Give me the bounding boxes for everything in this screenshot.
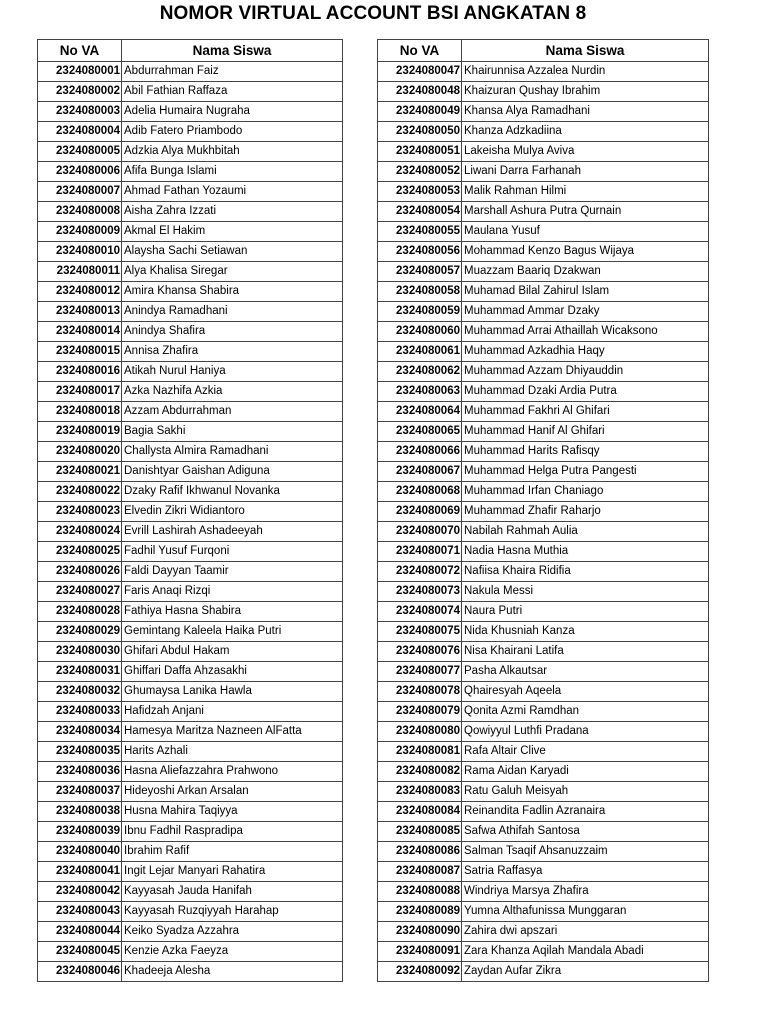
- table-row: [378, 702, 709, 722]
- student-name-cell: Amira Khansa Shabira: [122, 282, 343, 302]
- student-name-cell: Hasna Aliefazzahra Prahwono: [122, 762, 343, 782]
- va-number-cell: 2324080078: [378, 682, 462, 702]
- student-name-cell: Bagia Sakhi: [122, 422, 343, 442]
- va-number-cell: 2324080013: [38, 302, 122, 322]
- va-number-cell: 2324080033: [38, 702, 122, 722]
- student-name-cell: Kayyasah Jauda Hanifah: [122, 882, 343, 902]
- table-row: [38, 222, 343, 242]
- table-row: [38, 902, 343, 922]
- student-name-cell: Hamesya Maritza Nazneen AlFatta: [122, 722, 343, 742]
- va-number-cell: 2324080051: [378, 142, 462, 162]
- table-row: [38, 402, 343, 422]
- va-number-cell: 2324080065: [378, 422, 462, 442]
- student-name-cell: Muhammad Fakhri Al Ghifari: [462, 402, 709, 422]
- student-name-cell: Elvedin Zikri Widiantoro: [122, 502, 343, 522]
- student-name-cell: Faldi Dayyan Taamir: [122, 562, 343, 582]
- va-number-cell: 2324080052: [378, 162, 462, 182]
- va-number-cell: 2324080076: [378, 642, 462, 662]
- student-name-cell: Danishtyar Gaishan Adiguna: [122, 462, 343, 482]
- va-number-cell: 2324080011: [38, 262, 122, 282]
- va-number-cell: 2324080079: [378, 702, 462, 722]
- student-name-cell: Muazzam Baariq Dzakwan: [462, 262, 709, 282]
- va-number-cell: 2324080023: [38, 502, 122, 522]
- student-name-cell: Qowiyyul Luthfi Pradana: [462, 722, 709, 742]
- va-number-cell: 2324080067: [378, 462, 462, 482]
- document-title: NOMOR VIRTUAL ACCOUNT BSI ANGKATAN 8: [159, 3, 587, 24]
- student-name-cell: Nida Khusniah Kanza: [462, 622, 709, 642]
- va-number-cell: 2324080084: [378, 802, 462, 822]
- student-name-cell: Mohammad Kenzo Bagus Wijaya: [462, 242, 709, 262]
- student-name-cell: Adzkia Alya Mukhbitah: [122, 142, 343, 162]
- table-row: [38, 382, 343, 402]
- table-row: [378, 442, 709, 462]
- va-number-cell: 2324080042: [38, 882, 122, 902]
- table-body-right: [378, 62, 709, 982]
- table-row: [38, 462, 343, 482]
- table-row: [38, 82, 343, 102]
- table-row: [38, 942, 343, 962]
- student-name-cell: Hideyoshi Arkan Arsalan: [122, 782, 343, 802]
- table-row: [38, 862, 343, 882]
- va-number-cell: 2324080073: [378, 582, 462, 602]
- table-row: [378, 222, 709, 242]
- table-row: [38, 722, 343, 742]
- table-row: [38, 822, 343, 842]
- va-number-cell: 2324080070: [378, 522, 462, 542]
- table-row: [378, 762, 709, 782]
- student-name-cell: Maulana Yusuf: [462, 222, 709, 242]
- table-row: [378, 262, 709, 282]
- student-name-cell: Adib Fatero Priambodo: [122, 122, 343, 142]
- table-row: [378, 122, 709, 142]
- table-row: [378, 282, 709, 302]
- table-row: [38, 122, 343, 142]
- student-name-cell: Ahmad Fathan Yozaumi: [122, 182, 343, 202]
- va-number-cell: 2324080041: [38, 862, 122, 882]
- table-row: [38, 782, 343, 802]
- table-row: [38, 742, 343, 762]
- student-name-cell: Dzaky Rafif Ikhwanul Novanka: [122, 482, 343, 502]
- student-name-cell: Pasha Alkautsar: [462, 662, 709, 682]
- table-row: [378, 82, 709, 102]
- student-name-cell: Afifa Bunga Islami: [122, 162, 343, 182]
- va-number-cell: 2324080003: [38, 102, 122, 122]
- student-name-cell: Nadia Hasna Muthia: [462, 542, 709, 562]
- va-number-cell: 2324080045: [38, 942, 122, 962]
- student-name-cell: Nakula Messi: [462, 582, 709, 602]
- table-row: [378, 142, 709, 162]
- table-row: [378, 462, 709, 482]
- student-name-cell: Satria Raffasya: [462, 862, 709, 882]
- student-name-cell: Windriya Marsya Zhafira: [462, 882, 709, 902]
- table-row: [378, 682, 709, 702]
- table-row: [38, 362, 343, 382]
- va-number-cell: 2324080043: [38, 902, 122, 922]
- va-number-cell: 2324080044: [38, 922, 122, 942]
- table-row: [38, 162, 343, 182]
- va-number-cell: 2324080092: [378, 962, 462, 982]
- table-header-row: [378, 40, 709, 62]
- table-row: [38, 962, 343, 982]
- va-number-cell: 2324080025: [38, 542, 122, 562]
- va-number-cell: 2324080012: [38, 282, 122, 302]
- table-row: [38, 662, 343, 682]
- va-number-cell: 2324080015: [38, 342, 122, 362]
- va-number-cell: 2324080081: [378, 742, 462, 762]
- va-number-cell: 2324080069: [378, 502, 462, 522]
- column-header-va: No VA: [38, 40, 122, 62]
- student-name-cell: Muhammad Hanif Al Ghifari: [462, 422, 709, 442]
- student-name-cell: Naura Putri: [462, 602, 709, 622]
- student-name-cell: Khansa Alya Ramadhani: [462, 102, 709, 122]
- table-row: [378, 322, 709, 342]
- va-number-cell: 2324080006: [38, 162, 122, 182]
- va-number-cell: 2324080002: [38, 82, 122, 102]
- student-name-cell: Fathiya Hasna Shabira: [122, 602, 343, 622]
- table-row: [378, 422, 709, 442]
- student-name-cell: Khairunnisa Azzalea Nurdin: [462, 62, 709, 82]
- student-name-cell: Keiko Syadza Azzahra: [122, 922, 343, 942]
- table-row: [38, 682, 343, 702]
- student-name-cell: Harits Azhali: [122, 742, 343, 762]
- student-name-cell: Muhammad Zhafir Raharjo: [462, 502, 709, 522]
- table-row: [38, 702, 343, 722]
- column-header-name: Nama Siswa: [462, 40, 709, 62]
- table-row: [378, 802, 709, 822]
- table-row: [378, 302, 709, 322]
- student-name-cell: Azzam Abdurrahman: [122, 402, 343, 422]
- student-name-cell: Salman Tsaqif Ahsanuzzaim: [462, 842, 709, 862]
- student-name-cell: Fadhil Yusuf Furqoni: [122, 542, 343, 562]
- table-row: [38, 282, 343, 302]
- student-name-cell: Zahira dwi apszari: [462, 922, 709, 942]
- va-number-cell: 2324080004: [38, 122, 122, 142]
- va-number-cell: 2324080063: [378, 382, 462, 402]
- student-name-cell: Liwani Darra Farhanah: [462, 162, 709, 182]
- table-row: [38, 102, 343, 122]
- table-row: [38, 302, 343, 322]
- student-name-cell: Ghiffari Daffa Ahzasakhi: [122, 662, 343, 682]
- student-name-cell: Abil Fathian Raffaza: [122, 82, 343, 102]
- table-row: [378, 242, 709, 262]
- table-row: [38, 842, 343, 862]
- table-row: [378, 202, 709, 222]
- student-name-cell: Akmal El Hakim: [122, 222, 343, 242]
- table-row: [378, 822, 709, 842]
- table-row: [38, 262, 343, 282]
- va-number-cell: 2324080039: [38, 822, 122, 842]
- student-name-cell: Nafiisa Khaira Ridifia: [462, 562, 709, 582]
- va-number-cell: 2324080026: [38, 562, 122, 582]
- student-name-cell: Challysta Almira Ramadhani: [122, 442, 343, 462]
- student-name-cell: Husna Mahira Taqiyya: [122, 802, 343, 822]
- va-number-cell: 2324080062: [378, 362, 462, 382]
- va-number-cell: 2324080080: [378, 722, 462, 742]
- va-number-cell: 2324080029: [38, 622, 122, 642]
- student-name-cell: Evrill Lashirah Ashadeeyah: [122, 522, 343, 542]
- va-number-cell: 2324080071: [378, 542, 462, 562]
- va-number-cell: 2324080085: [378, 822, 462, 842]
- table-row: [38, 542, 343, 562]
- student-name-cell: Nisa Khairani Latifa: [462, 642, 709, 662]
- student-name-cell: Aisha Zahra Izzati: [122, 202, 343, 222]
- va-number-cell: 2324080030: [38, 642, 122, 662]
- student-name-cell: Yumna Althafunissa Munggaran: [462, 902, 709, 922]
- student-name-cell: Muhamad Bilal Zahirul Islam: [462, 282, 709, 302]
- student-name-cell: Alaysha Sachi Setiawan: [122, 242, 343, 262]
- va-number-cell: 2324080008: [38, 202, 122, 222]
- table-row: [38, 502, 343, 522]
- student-name-cell: Muhammad Azzam Dhiyauddin: [462, 362, 709, 382]
- va-number-cell: 2324080091: [378, 942, 462, 962]
- student-name-cell: Khaizuran Qushay Ibrahim: [462, 82, 709, 102]
- va-number-cell: 2324080009: [38, 222, 122, 242]
- va-number-cell: 2324080035: [38, 742, 122, 762]
- va-number-cell: 2324080028: [38, 602, 122, 622]
- table-row: [378, 622, 709, 642]
- va-number-cell: 2324080024: [38, 522, 122, 542]
- table-row: [38, 342, 343, 362]
- va-number-cell: 2324080005: [38, 142, 122, 162]
- va-number-cell: 2324080019: [38, 422, 122, 442]
- table-row: [378, 562, 709, 582]
- student-name-cell: Muhammad Helga Putra Pangesti: [462, 462, 709, 482]
- student-name-cell: Anindya Ramadhani: [122, 302, 343, 322]
- student-name-cell: Ratu Galuh Meisyah: [462, 782, 709, 802]
- va-number-cell: 2324080022: [38, 482, 122, 502]
- table-row: [38, 182, 343, 202]
- student-name-cell: Hafidzah Anjani: [122, 702, 343, 722]
- va-number-cell: 2324080087: [378, 862, 462, 882]
- student-name-cell: Safwa Athifah Santosa: [462, 822, 709, 842]
- table-row: [38, 882, 343, 902]
- va-number-cell: 2324080072: [378, 562, 462, 582]
- table-row: [38, 762, 343, 782]
- table-row: [378, 482, 709, 502]
- table-row: [378, 842, 709, 862]
- student-name-cell: Anindya Shafira: [122, 322, 343, 342]
- student-name-cell: Zara Khanza Aqilah Mandala Abadi: [462, 942, 709, 962]
- va-number-cell: 2324080018: [38, 402, 122, 422]
- va-number-cell: 2324080046: [38, 962, 122, 982]
- student-name-cell: Muhammad Azkadhia Haqy: [462, 342, 709, 362]
- va-number-cell: 2324080040: [38, 842, 122, 862]
- va-number-cell: 2324080001: [38, 62, 122, 82]
- student-name-cell: Ibnu Fadhil Raspradipa: [122, 822, 343, 842]
- student-name-cell: Qonita Azmi Ramdhan: [462, 702, 709, 722]
- student-name-cell: Annisa Zhafira: [122, 342, 343, 362]
- column-header-va: No VA: [378, 40, 462, 62]
- table-row: [378, 342, 709, 362]
- table-row: [38, 62, 343, 82]
- va-number-cell: 2324080082: [378, 762, 462, 782]
- table-row: [38, 522, 343, 542]
- va-number-cell: 2324080034: [38, 722, 122, 742]
- va-number-cell: 2324080048: [378, 82, 462, 102]
- va-number-cell: 2324080037: [38, 782, 122, 802]
- va-number-cell: 2324080010: [38, 242, 122, 262]
- table-row: [378, 602, 709, 622]
- student-name-cell: Khadeeja Alesha: [122, 962, 343, 982]
- student-name-cell: Reinandita Fadlin Azranaira: [462, 802, 709, 822]
- va-number-cell: 2324080059: [378, 302, 462, 322]
- table-row: [378, 162, 709, 182]
- va-number-cell: 2324080007: [38, 182, 122, 202]
- student-name-cell: Abdurrahman Faiz: [122, 62, 343, 82]
- table-header-row: [38, 40, 343, 62]
- va-number-cell: 2324080031: [38, 662, 122, 682]
- table-row: [38, 142, 343, 162]
- table-row: [378, 902, 709, 922]
- student-name-cell: Atikah Nurul Haniya: [122, 362, 343, 382]
- student-name-cell: Alya Khalisa Siregar: [122, 262, 343, 282]
- table-row: [38, 482, 343, 502]
- va-number-cell: 2324080068: [378, 482, 462, 502]
- table-row: [378, 662, 709, 682]
- student-name-cell: Kayyasah Ruzqiyyah Harahap: [122, 902, 343, 922]
- table-body-left: [38, 62, 343, 982]
- table-row: [38, 562, 343, 582]
- student-name-cell: Rafa Altair Clive: [462, 742, 709, 762]
- student-name-cell: Gemintang Kaleela Haika Putri: [122, 622, 343, 642]
- va-number-cell: 2324080083: [378, 782, 462, 802]
- table-row: [378, 862, 709, 882]
- table-row: [378, 542, 709, 562]
- student-name-cell: Ghifari Abdul Hakam: [122, 642, 343, 662]
- va-number-cell: 2324080077: [378, 662, 462, 682]
- table-row: [378, 582, 709, 602]
- student-name-cell: Lakeisha Mulya Aviva: [462, 142, 709, 162]
- table-row: [38, 922, 343, 942]
- student-name-cell: Zaydan Aufar Zikra: [462, 962, 709, 982]
- va-number-cell: 2324080053: [378, 182, 462, 202]
- table-row: [38, 602, 343, 622]
- va-table-right: [377, 39, 709, 982]
- va-number-cell: 2324080089: [378, 902, 462, 922]
- va-number-cell: 2324080020: [38, 442, 122, 462]
- va-number-cell: 2324080058: [378, 282, 462, 302]
- table-row: [378, 502, 709, 522]
- student-name-cell: Malik Rahman Hilmi: [462, 182, 709, 202]
- table-row: [378, 722, 709, 742]
- table-row: [38, 642, 343, 662]
- va-number-cell: 2324080027: [38, 582, 122, 602]
- table-row: [38, 582, 343, 602]
- va-number-cell: 2324080047: [378, 62, 462, 82]
- va-number-cell: 2324080021: [38, 462, 122, 482]
- va-number-cell: 2324080056: [378, 242, 462, 262]
- va-number-cell: 2324080036: [38, 762, 122, 782]
- table-row: [38, 422, 343, 442]
- va-number-cell: 2324080061: [378, 342, 462, 362]
- table-row: [378, 402, 709, 422]
- va-number-cell: 2324080017: [38, 382, 122, 402]
- va-number-cell: 2324080088: [378, 882, 462, 902]
- table-row: [378, 922, 709, 942]
- student-name-cell: Muhammad Arrai Athaillah Wicaksono: [462, 322, 709, 342]
- table-row: [378, 742, 709, 762]
- student-name-cell: Adelia Humaira Nugraha: [122, 102, 343, 122]
- student-name-cell: Ingit Lejar Manyari Rahatira: [122, 862, 343, 882]
- va-number-cell: 2324080014: [38, 322, 122, 342]
- va-number-cell: 2324080032: [38, 682, 122, 702]
- table-row: [38, 322, 343, 342]
- table-row: [378, 882, 709, 902]
- va-number-cell: 2324080057: [378, 262, 462, 282]
- table-row: [378, 382, 709, 402]
- student-name-cell: Azka Nazhifa Azkia: [122, 382, 343, 402]
- student-name-cell: Ghumaysa Lanika Hawla: [122, 682, 343, 702]
- student-name-cell: Faris Anaqi Rizqi: [122, 582, 343, 602]
- table-row: [38, 242, 343, 262]
- va-number-cell: 2324080054: [378, 202, 462, 222]
- table-row: [378, 362, 709, 382]
- student-name-cell: Nabilah Rahmah Aulia: [462, 522, 709, 542]
- table-row: [378, 782, 709, 802]
- table-row: [378, 522, 709, 542]
- student-name-cell: Marshall Ashura Putra Qurnain: [462, 202, 709, 222]
- table-row: [378, 102, 709, 122]
- va-number-cell: 2324080016: [38, 362, 122, 382]
- student-name-cell: Kenzie Azka Faeyza: [122, 942, 343, 962]
- va-table-left: [37, 39, 343, 982]
- table-row: [38, 202, 343, 222]
- table-row: [378, 642, 709, 662]
- va-number-cell: 2324080090: [378, 922, 462, 942]
- va-number-cell: 2324080060: [378, 322, 462, 342]
- student-name-cell: Muhammad Harits Rafisqy: [462, 442, 709, 462]
- va-number-cell: 2324080049: [378, 102, 462, 122]
- va-number-cell: 2324080074: [378, 602, 462, 622]
- column-header-name: Nama Siswa: [122, 40, 343, 62]
- student-name-cell: Ibrahim Rafif: [122, 842, 343, 862]
- student-name-cell: Qhairesyah Aqeela: [462, 682, 709, 702]
- student-name-cell: Muhammad Dzaki Ardia Putra: [462, 382, 709, 402]
- va-number-cell: 2324080075: [378, 622, 462, 642]
- table-row: [378, 62, 709, 82]
- va-number-cell: 2324080050: [378, 122, 462, 142]
- va-number-cell: 2324080086: [378, 842, 462, 862]
- va-number-cell: 2324080055: [378, 222, 462, 242]
- student-name-cell: Muhammad Ammar Dzaky: [462, 302, 709, 322]
- table-row: [38, 622, 343, 642]
- va-number-cell: 2324080064: [378, 402, 462, 422]
- student-name-cell: Muhammad Irfan Chaniago: [462, 482, 709, 502]
- student-name-cell: Khanza Adzkadiina: [462, 122, 709, 142]
- table-row: [38, 442, 343, 462]
- student-name-cell: Rama Aidan Karyadi: [462, 762, 709, 782]
- table-row: [378, 182, 709, 202]
- table-row: [378, 962, 709, 982]
- va-number-cell: 2324080038: [38, 802, 122, 822]
- table-row: [38, 802, 343, 822]
- va-number-cell: 2324080066: [378, 442, 462, 462]
- table-row: [378, 942, 709, 962]
